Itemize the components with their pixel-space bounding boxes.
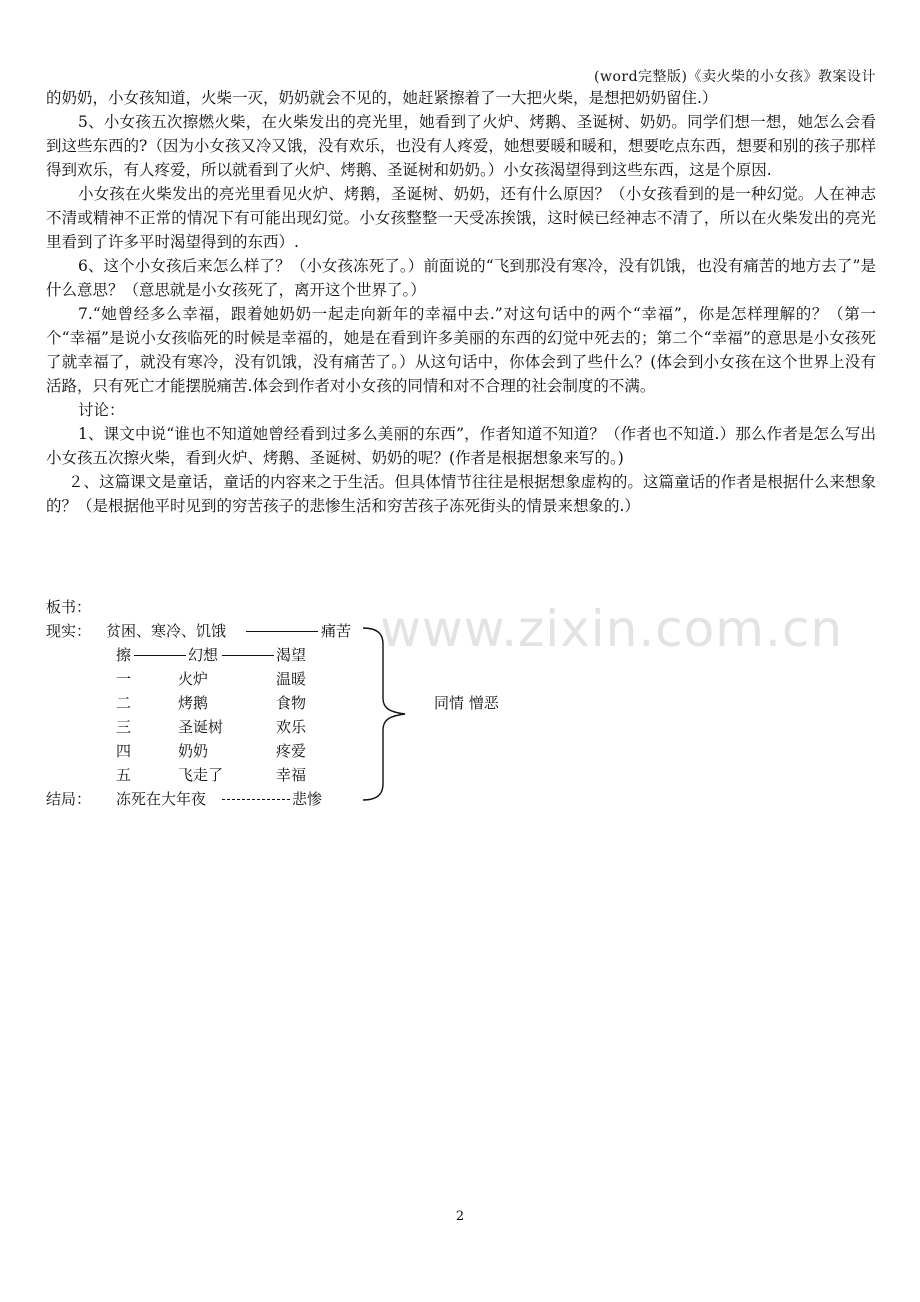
paragraph-continuation: 的奶奶，小女孩知道，火柴一灭，奶奶就会不见的，她赶紧擦着了一大把火柴，是想把奶奶留住.） — [46, 89, 718, 107]
row-number: 五 — [116, 766, 132, 784]
reality-text: 贫困、寒冷、饥饿 — [106, 622, 227, 640]
strike-header: 擦 — [116, 646, 132, 664]
row-vision: 奶奶 — [178, 742, 209, 760]
document-header: (word完整版)《卖火柴的小女孩》教案设计 — [594, 69, 876, 85]
row-wish: 温暖 — [276, 670, 307, 688]
page-number: 2 — [455, 1209, 465, 1224]
tragic-word: 悲惨 — [292, 790, 323, 808]
row-wish: 幸福 — [276, 766, 307, 784]
pain-word: 痛苦 — [321, 622, 352, 640]
row-number: 四 — [116, 742, 132, 760]
illusion-connector-line — [222, 655, 274, 656]
blackboard-summary — [46, 596, 646, 816]
row-number: 三 — [116, 718, 132, 736]
ending-connector-line — [222, 799, 290, 800]
row-vision: 飞走了 — [178, 766, 224, 784]
discussion-heading: 讨论： — [78, 401, 125, 419]
row-number: 一 — [116, 670, 132, 688]
row-vision: 烤鹅 — [178, 694, 209, 712]
paragraph-question-7: 7.“她曾经多么幸福，跟着她奶奶一起走向新年的幸福中去.”对这句话中的两个“幸福”，你是怎样理解的？（第一个“幸福”是说小女孩临死的时候是幸福的，她是在看到许多美丽的东西的幻觉中死去的；第二个“幸福”的意思是小女孩死了就幸福了，就没有寒冷，没有饥饿，没有痛苦了。）从这句话中，你体会到了些什么？(体会到小女孩在这个世界上没有活路，只有死亡才能摆脱痛苦.体会到作者对小女孩的同情和对不合理的社会制度的不满。 — [46, 305, 876, 395]
document-body — [46, 86, 876, 518]
row-vision: 圣诞树 — [178, 718, 224, 736]
row-vision: 火炉 — [178, 670, 209, 688]
paragraph-question-6: 6、这个小女孩后来怎么样了？（小女孩冻死了。）前面说的“飞到那没有寒冷，没有饥饿，也没有痛苦的地方去了”是什么意思？（意思就是小女孩死了，离开这个世界了。） — [46, 257, 876, 299]
board-title: 板书： — [46, 598, 92, 616]
reality-connector-line — [246, 631, 318, 632]
row-number: 二 — [116, 694, 132, 712]
row-wish: 食物 — [276, 694, 307, 712]
feeling-text: 同情 憎恶 — [434, 694, 499, 712]
illusion-header: 幻想 — [188, 646, 219, 664]
watermark: www.zixin.com.cn — [380, 600, 844, 658]
row-wish: 欢乐 — [276, 718, 307, 736]
paragraph-question-5: 5、小女孩五次擦燃火柴，在火柴发出的亮光里，她看到了火炉、烤鹅、圣诞树、奶奶。同学们想一想，她怎么会看到这些东西的?（因为小女孩又冷又饿，没有欢乐，也没有人疼爱，她想要暖和暖和，想要吃点东西，想要和别的孩子那样得到欢乐，有人疼爱，所以就看到了火炉、烤鹅、圣诞树和奶奶。）小女孩渴望得到这些东西，这是个原因. — [46, 113, 876, 179]
desire-header: 渴望 — [276, 646, 307, 664]
curly-brace-icon — [361, 624, 411, 804]
paragraph-other-reason: 小女孩在火柴发出的亮光里看见火炉、烤鹅，圣诞树、奶奶，还有什么原因？（小女孩看到的是一种幻觉。人在神志不清或精神不正常的情况下有可能出现幻觉。小女孩整整一天受冻挨饿，这时候已经神志不清了，所以在火柴发出的亮光里看到了许多平时渴望得到的东西）. — [46, 185, 876, 251]
strike-connector-line — [134, 655, 186, 656]
ending-label: 结局： — [46, 790, 92, 808]
reality-label: 现实： — [46, 622, 92, 640]
ending-text: 冻死在大年夜 — [116, 790, 207, 808]
discussion-item-2: ２、这篇课文是童话，童话的内容来之于生活。但具体情节往往是根据想象虚构的。这篇童话的作者是根据什么来想象的？（是根据他平时见到的穷苦孩子的悲惨生活和穷苦孩子冻死街头的情景来想象的.） — [46, 473, 876, 515]
row-wish: 疼爱 — [276, 742, 307, 760]
discussion-item-1: 1、课文中说“谁也不知道她曾经看到过多么美丽的东西”，作者知道不知道？（作者也不知道.）那么作者是怎么写出小女孩五次擦火柴，看到火炉、烤鹅、圣诞树、奶奶的呢？(作者是根据想象来写的。) — [46, 425, 876, 467]
